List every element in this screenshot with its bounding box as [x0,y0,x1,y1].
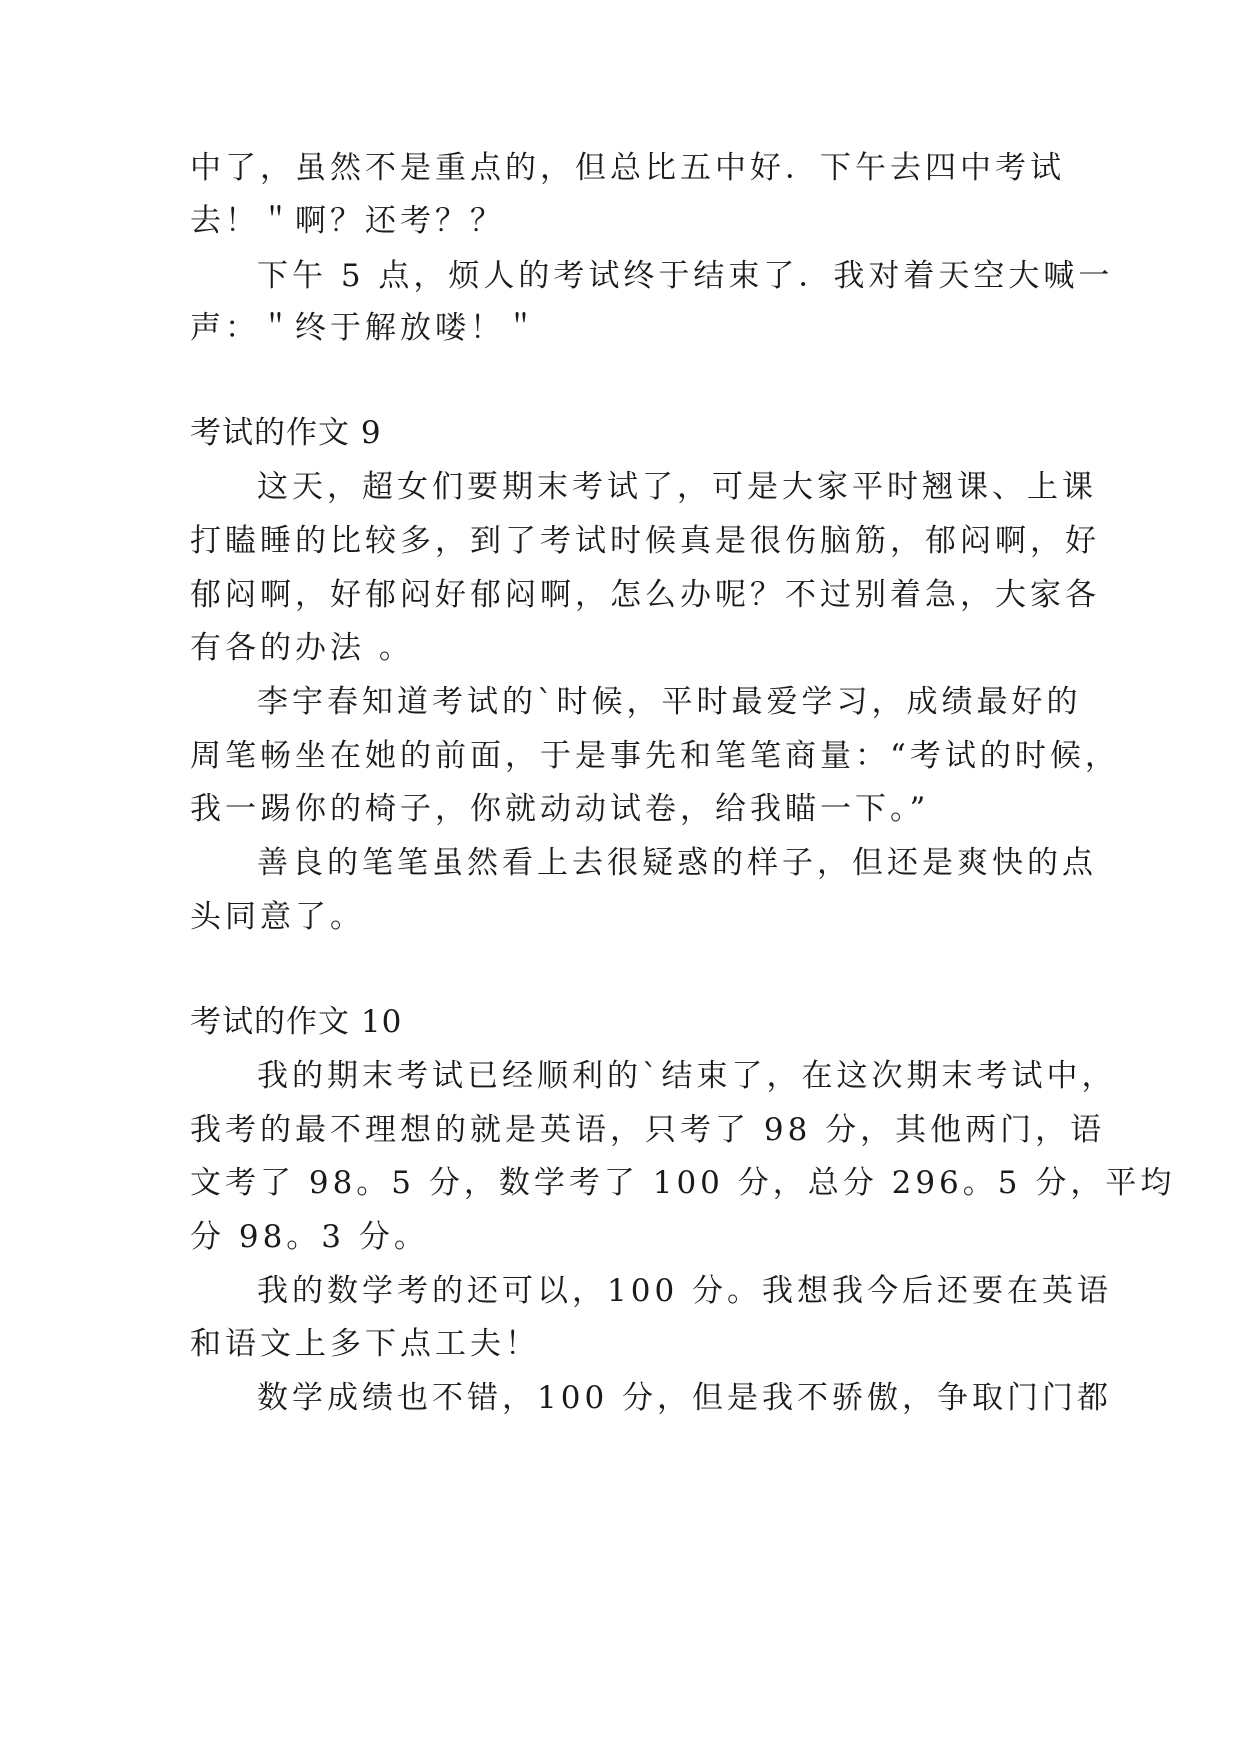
text-line: 数学成绩也不错，100 分，但是我不骄傲，争取门门都 [257,1380,1113,1416]
text-line: 有各的办法 。 [190,630,414,666]
text-line: 打瞌睡的比较多，到了考试时候真是很伤脑筋，郁闷啊，好 [190,523,1100,559]
text-line: 善良的笔笔虽然看上去很疑惑的样子，但还是爽快的点 [257,845,1097,881]
text-line: 去！＂啊？还考？？ [190,203,505,239]
text-line: 文考了 98。5 分，数学考了 100 分，总分 296。5 分，平均 [190,1165,1176,1201]
text-line: 周笔畅坐在她的前面，于是事先和笔笔商量：“考试的时候， [190,738,1120,774]
text-line: 和语文上多下点工夫！ [190,1326,540,1362]
text-line: 头同意了。 [190,899,365,935]
text-line: 声：＂终于解放喽！＂ [190,310,540,346]
section-heading: 考试的作文 9 [190,415,382,451]
text-line: 我的数学考的还可以，100 分。我想我今后还要在英语 [257,1273,1113,1309]
text-line: 我的期末考试已经顺利的`结束了，在这次期末考试中， [257,1058,1117,1094]
text-line: 郁闷啊，好郁闷好郁闷啊，怎么办呢？不过别着急，大家各 [190,577,1100,613]
text-line: 下午 5 点，烦人的考试终于结束了．我对着天空大喊一 [257,258,1114,294]
text-line: 中了，虽然不是重点的，但总比五中好．下午去四中考试 [190,150,1065,186]
text-line: 我一踢你的椅子，你就动动试卷，给我瞄一下。” [190,791,930,827]
text-line: 这天，超女们要期末考试了，可是大家平时翘课、上课 [257,469,1097,505]
section-heading: 考试的作文 10 [190,1004,403,1040]
text-line: 分 98。3 分。 [190,1219,429,1255]
text-line: 我考的最不理想的就是英语，只考了 98 分，其他两门，语 [190,1112,1106,1148]
text-line: 李宇春知道考试的`时候，平时最爱学习，成绩最好的 [257,684,1082,720]
